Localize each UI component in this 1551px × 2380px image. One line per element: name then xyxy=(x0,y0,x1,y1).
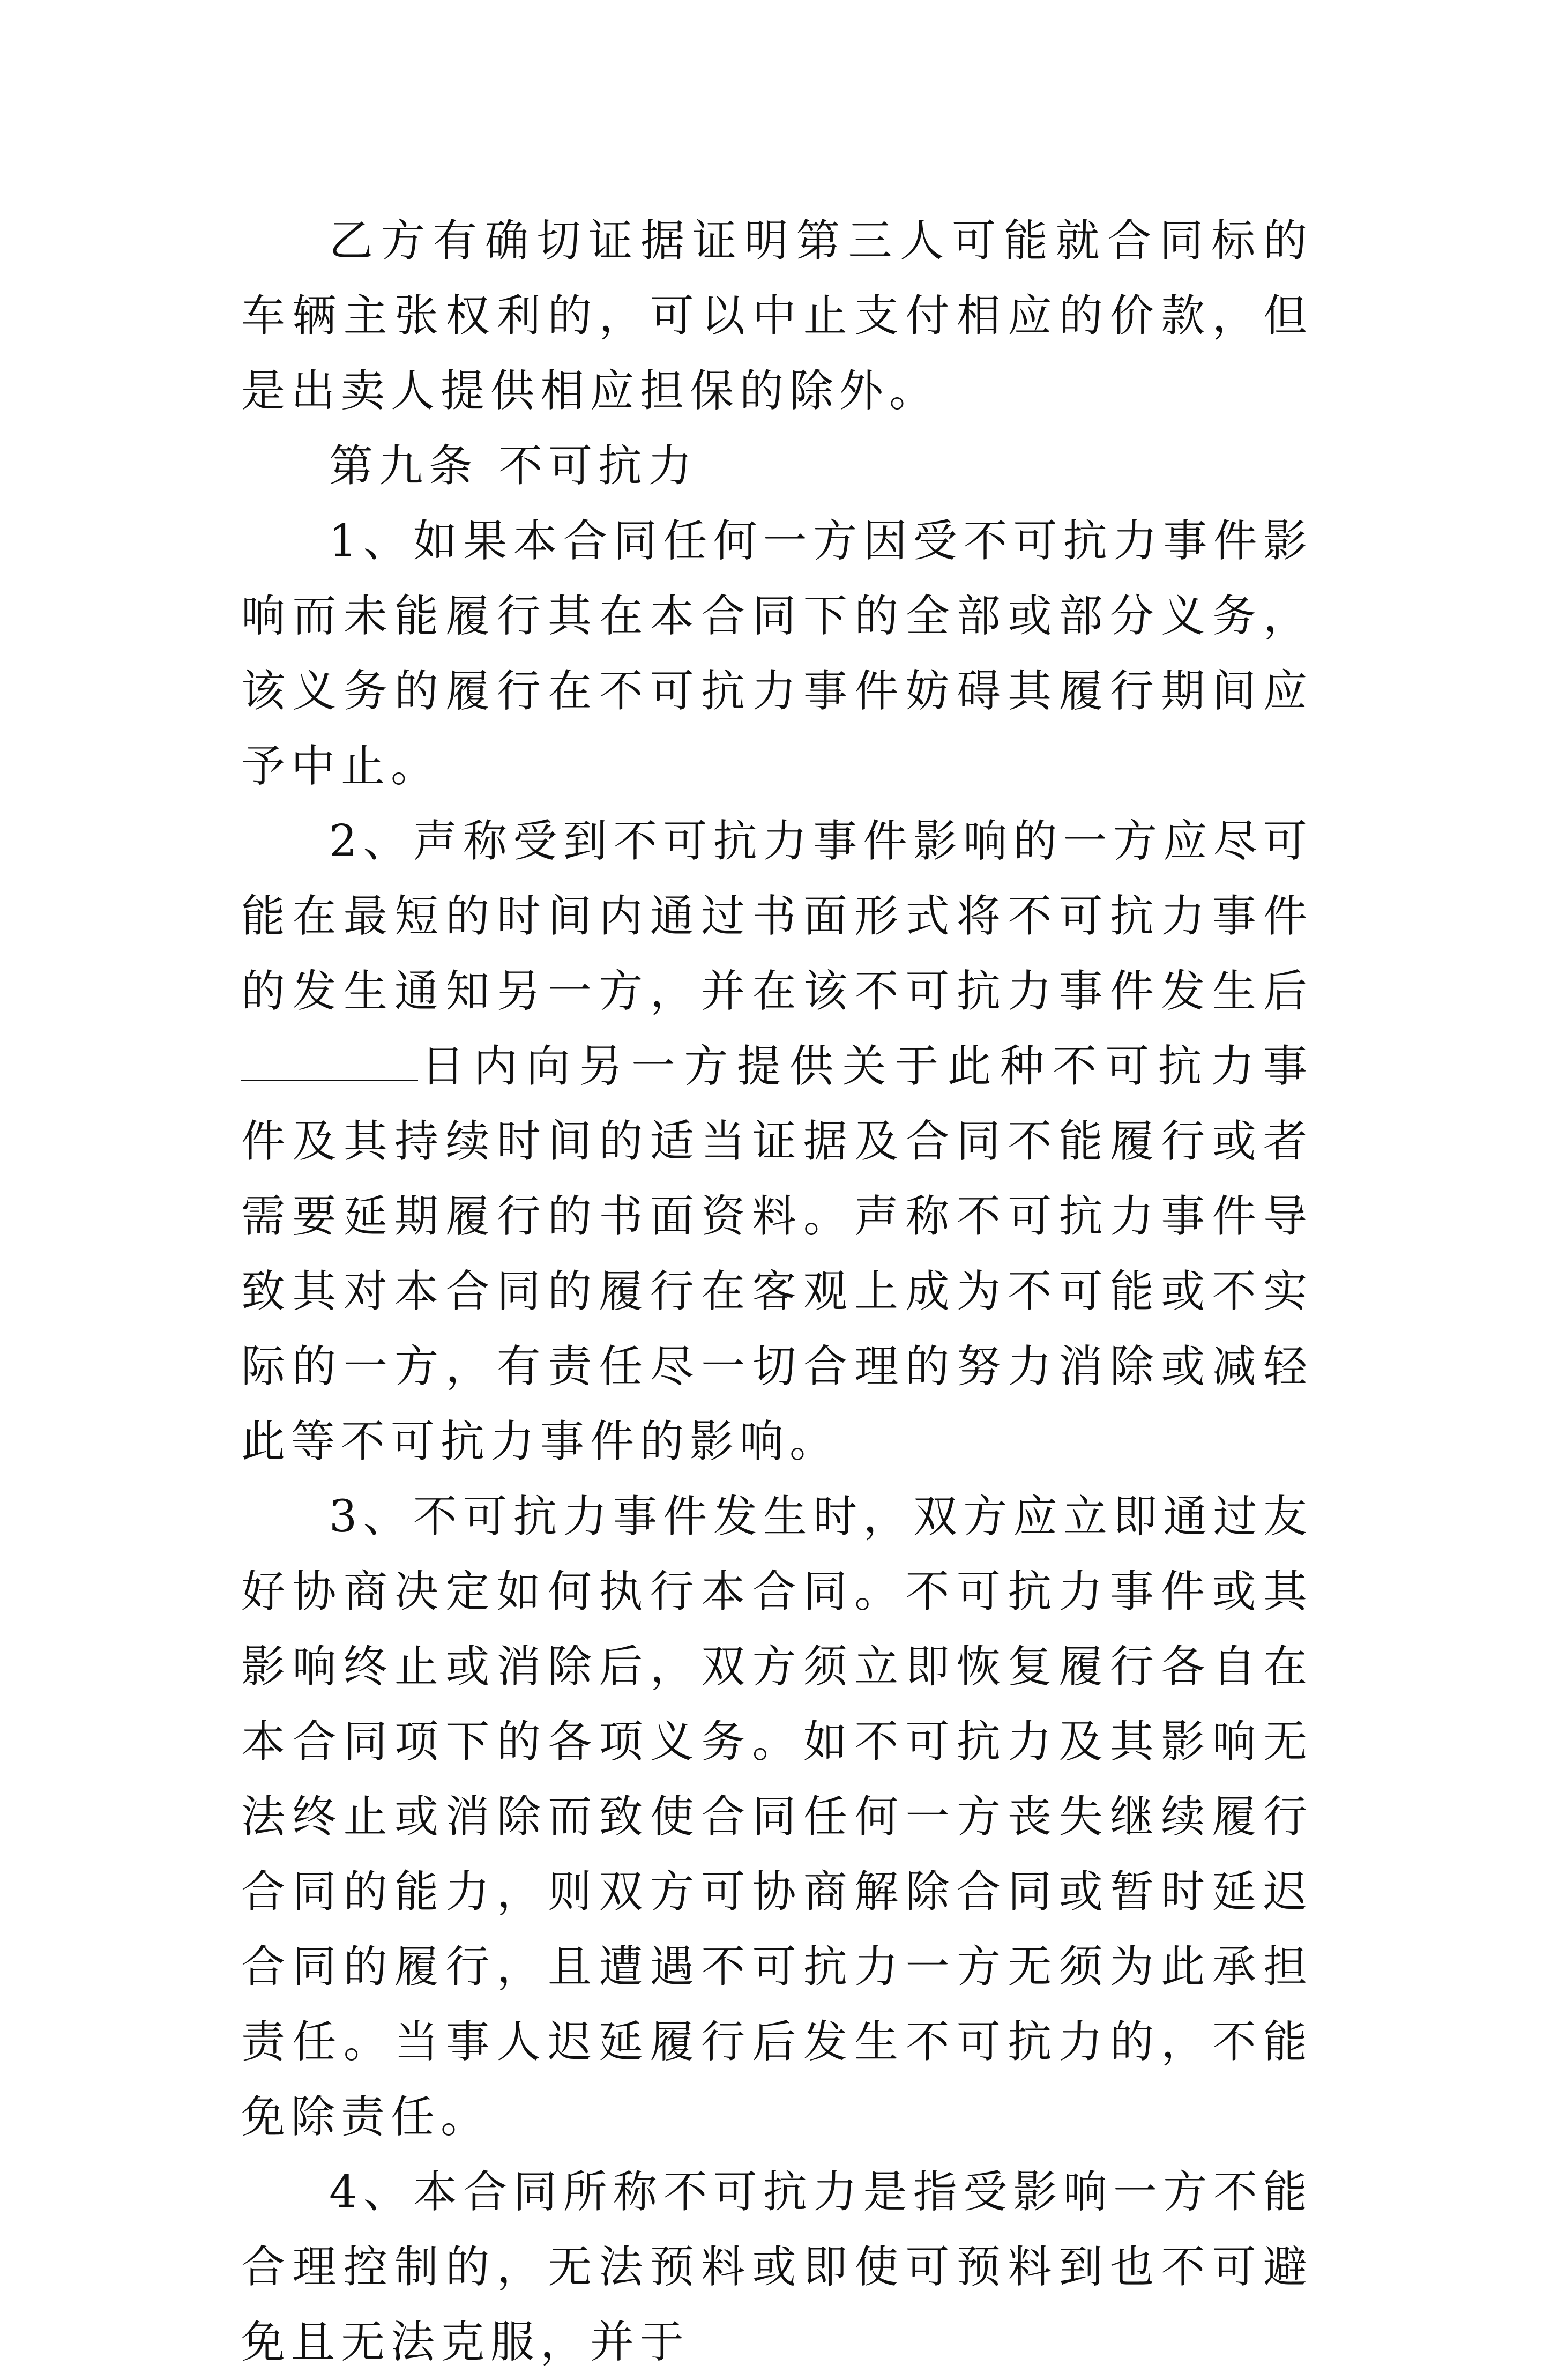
blank-days-field xyxy=(241,1042,418,1081)
paragraph-force-majeure-2-part-a: 2、声称受到不可抗力事件影响的一方应尽可能在最短的时间内通过书面形式将不可抗力事件的发生通知另一方，并在该不可抗力事件发生后 xyxy=(241,816,1313,1017)
paragraph-force-majeure-2 xyxy=(241,804,1313,1479)
paragraph-force-majeure-4: 4、本合同所称不可抗力是指受影响一方不能合理控制的，无法预料或即使可预料到也不可避免且无法克服，并于 xyxy=(241,2167,1313,2368)
paragraph-force-majeure-2-part-b: 日内向另一方提供关于此种不可抗力事件及其持续时间的适当证据及合同不能履行或者需要延期履行的书面资料。声称不可抗力事件导致其对本合同的履行在客观上成为不可能或不实际的一方，有责任尽一切合理的努力消除或减轻此等不可抗力事件的影响。 xyxy=(241,1041,1313,1467)
article-9-heading: 第九条 不可抗力 xyxy=(329,441,698,492)
document-body xyxy=(241,204,1313,2380)
paragraph-force-majeure-3: 3、不可抗力事件发生时，双方应立即通过友好协商决定如何执行本合同。不可抗力事件或其影响终止或消除后，双方须立即恢复履行各自在本合同项下的各项义务。如不可抗力及其影响无法终止或消除而致使合同任何一方丧失继续履行合同的能力，则双方可协商解除合同或暂时延迟合同的履行，且遭遇不可抗力一方无须为此承担责任。当事人迟延履行后发生不可抗力的，不能免除责任。 xyxy=(241,1491,1313,2143)
paragraph-payment-suspension: 乙方有确切证据证明第三人可能就合同标的车辆主张权利的，可以中止支付相应的价款，但是出卖人提供相应担保的除外。 xyxy=(241,215,1313,416)
paragraph-force-majeure-1: 1、如果本合同任何一方因受不可抗力事件影响而未能履行其在本合同下的全部或部分义务，该义务的履行在不可抗力事件妨碍其履行期间应予中止。 xyxy=(241,516,1313,792)
